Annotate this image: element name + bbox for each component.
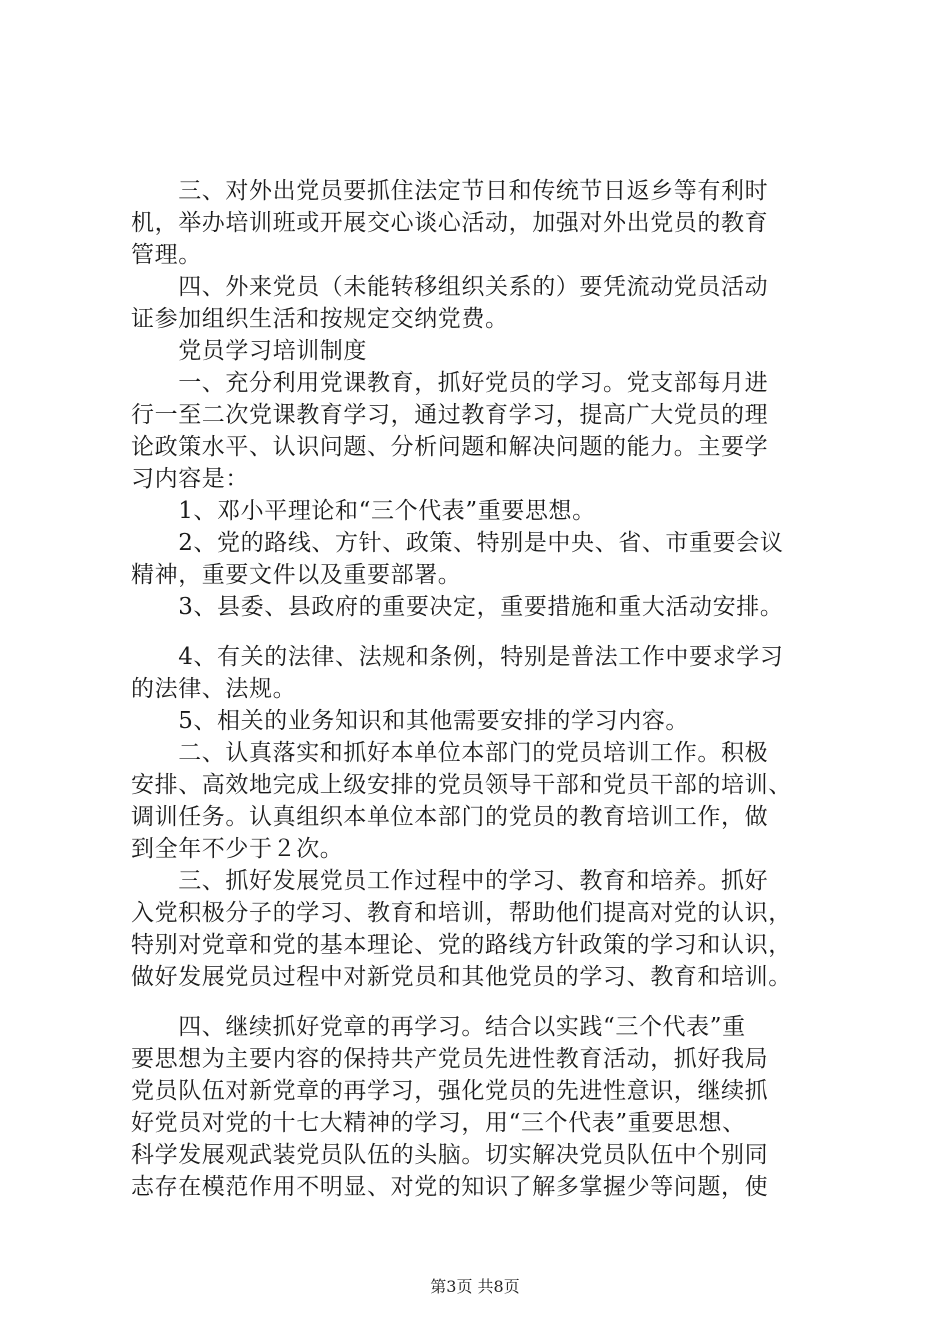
paragraph-line: 管理。 — [131, 242, 202, 268]
paragraph-line: 习内容是： — [131, 466, 249, 492]
list-item: 4、有关的法律、法规和条例，特别是普法工作中要求学习 — [131, 644, 784, 670]
list-item: 1、邓小平理论和“三个代表”重要思想。 — [131, 498, 596, 524]
paragraph-line: 志存在模范作用不明显、对党的知识了解多掌握少等问题，使 — [131, 1174, 769, 1200]
paragraph-line: 行一至二次党课教育学习，通过教育学习，提高广大党员的理 — [131, 402, 769, 428]
paragraph-line: 机，举办培训班或开展交心谈心活动，加强对外出党员的教育 — [131, 210, 769, 236]
list-item: 5、相关的业务知识和其他需要安排的学习内容。 — [131, 708, 690, 734]
page-number-footer: 第3页 共8页 — [430, 1277, 520, 1296]
paragraph-line: 三、对外出党员要抓住法定节日和传统节日返乡等有利时 — [131, 178, 769, 204]
paragraph-line: 要思想为主要内容的保持共产党员先进性教育活动，抓好我局 — [131, 1046, 769, 1072]
paragraph-line: 证参加组织生活和按规定交纳党费。 — [131, 306, 509, 332]
paragraph-line: 二、认真落实和抓好本单位本部门的党员培训工作。积极 — [131, 740, 769, 766]
paragraph-line: 特别对党章和党的基本理论、党的路线方针政策的学习和认识， — [131, 932, 792, 958]
paragraph-line: 精神，重要文件以及重要部署。 — [131, 562, 462, 588]
paragraph-line: 的法律、法规。 — [131, 676, 297, 702]
list-item: 3、县委、县政府的重要决定，重要措施和重大活动安排。 — [131, 594, 784, 620]
paragraph-line: 好党员对党的十七大精神的学习，用“三个代表”重要思想、 — [131, 1110, 746, 1136]
paragraph-line: 安排、高效地完成上级安排的党员领导干部和党员干部的培训、 — [131, 772, 792, 798]
paragraph-line: 论政策水平、认识问题、分析问题和解决问题的能力。主要学 — [131, 434, 769, 460]
paragraph-line: 到全年不少于２次。 — [131, 836, 344, 862]
paragraph-line: 入党积极分子的学习、教育和培训，帮助他们提高对党的认识， — [131, 900, 792, 926]
paragraph-line: 三、抓好发展党员工作过程中的学习、教育和培养。抓好 — [131, 868, 769, 894]
paragraph-line: 四、外来党员（未能转移组织关系的）要凭流动党员活动 — [131, 274, 769, 300]
paragraph-line: 一、充分利用党课教育，抓好党员的学习。党支部每月进 — [131, 370, 769, 396]
paragraph-line: 调训任务。认真组织本单位本部门的党员的教育培训工作，做 — [131, 804, 769, 830]
list-item: 2、党的路线、方针、政策、特别是中央、省、市重要会议 — [131, 530, 784, 556]
section-heading: 党员学习培训制度 — [131, 338, 367, 364]
paragraph-line: 四、继续抓好党章的再学习。结合以实践“三个代表”重 — [131, 1014, 746, 1040]
paragraph-line: 党员队伍对新党章的再学习，强化党员的先进性意识，继续抓 — [131, 1078, 769, 1104]
paragraph-line: 科学发展观武装党员队伍的头脑。切实解决党员队伍中个别同 — [131, 1142, 769, 1168]
paragraph-line: 做好发展党员过程中对新党员和其他党员的学习、教育和培训。 — [131, 964, 792, 990]
